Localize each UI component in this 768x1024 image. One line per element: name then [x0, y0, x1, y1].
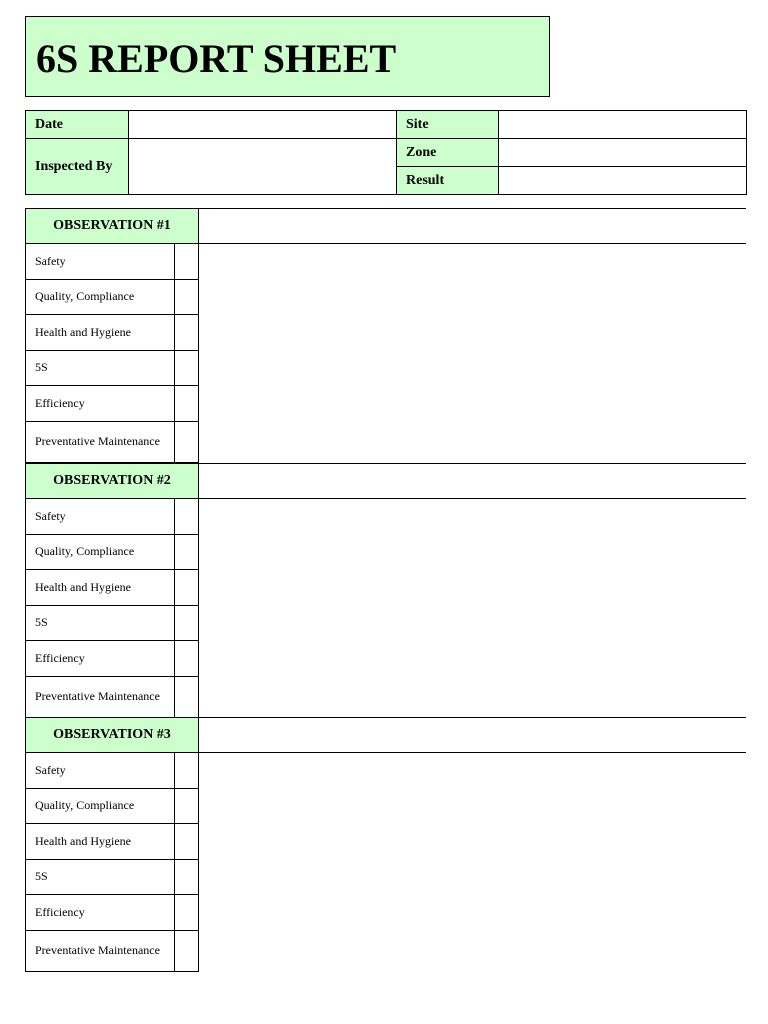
category-label: Quality, Compliance — [25, 535, 175, 571]
category-label: Efficiency — [25, 386, 175, 422]
zone-label: Zone — [397, 139, 499, 167]
observation-section-2 — [25, 463, 746, 718]
observation-section-1 — [25, 208, 746, 463]
category-row-health — [25, 824, 746, 860]
category-row-maintenance — [25, 677, 746, 718]
category-checkbox[interactable] — [175, 606, 199, 642]
category-label: Safety — [25, 244, 175, 280]
report-info-table — [25, 110, 747, 195]
inspected-by-label: Inspected By — [26, 139, 129, 195]
category-row-safety — [25, 244, 746, 280]
result-field[interactable] — [499, 167, 747, 195]
category-checkbox[interactable] — [175, 895, 199, 931]
category-row-health — [25, 570, 746, 606]
date-label: Date — [26, 111, 129, 139]
category-checkbox[interactable] — [175, 386, 199, 422]
category-label: Quality, Compliance — [25, 280, 175, 316]
category-row-safety — [25, 499, 746, 535]
category-checkbox[interactable] — [175, 753, 199, 789]
category-label: Health and Hygiene — [25, 315, 175, 351]
category-row-maintenance — [25, 422, 746, 463]
category-row-5s — [25, 351, 746, 387]
observation-title: OBSERVATION #2 — [25, 463, 199, 499]
category-checkbox[interactable] — [175, 422, 199, 463]
category-row-5s — [25, 860, 746, 896]
category-label: 5S — [25, 606, 175, 642]
category-row-quality — [25, 280, 746, 316]
category-label: Quality, Compliance — [25, 789, 175, 825]
category-label: Efficiency — [25, 895, 175, 931]
page-title: 6S REPORT SHEET — [36, 36, 397, 81]
category-row-quality — [25, 535, 746, 571]
category-label: Health and Hygiene — [25, 824, 175, 860]
category-checkbox[interactable] — [175, 244, 199, 280]
category-checkbox[interactable] — [175, 641, 199, 677]
date-field[interactable] — [129, 111, 397, 139]
title-banner — [25, 16, 550, 97]
category-label: 5S — [25, 860, 175, 896]
zone-field[interactable] — [499, 139, 747, 167]
category-checkbox[interactable] — [175, 931, 199, 972]
result-label: Result — [397, 167, 499, 195]
observation-section-3 — [25, 717, 746, 972]
category-label: Preventative Maintenance — [25, 677, 175, 718]
category-row-efficiency — [25, 386, 746, 422]
category-label: Preventative Maintenance — [25, 931, 175, 972]
category-checkbox[interactable] — [175, 280, 199, 316]
category-checkbox[interactable] — [175, 499, 199, 535]
category-label: Efficiency — [25, 641, 175, 677]
category-label: Safety — [25, 753, 175, 789]
category-checkbox[interactable] — [175, 315, 199, 351]
category-checkbox[interactable] — [175, 351, 199, 387]
category-row-safety — [25, 753, 746, 789]
category-row-maintenance — [25, 931, 746, 972]
observation-title: OBSERVATION #3 — [25, 717, 199, 753]
category-label: Health and Hygiene — [25, 570, 175, 606]
category-label: Preventative Maintenance — [25, 422, 175, 463]
category-checkbox[interactable] — [175, 860, 199, 896]
category-row-efficiency — [25, 641, 746, 677]
category-checkbox[interactable] — [175, 677, 199, 718]
category-checkbox[interactable] — [175, 789, 199, 825]
category-row-quality — [25, 789, 746, 825]
category-checkbox[interactable] — [175, 824, 199, 860]
observation-title: OBSERVATION #1 — [25, 208, 199, 244]
observation-header — [25, 208, 746, 244]
category-row-5s — [25, 606, 746, 642]
site-label: Site — [397, 111, 499, 139]
category-checkbox[interactable] — [175, 535, 199, 571]
inspected-by-field[interactable] — [129, 139, 397, 195]
category-label: Safety — [25, 499, 175, 535]
category-label: 5S — [25, 351, 175, 387]
category-checkbox[interactable] — [175, 570, 199, 606]
site-field[interactable] — [499, 111, 747, 139]
observation-header — [25, 463, 746, 499]
category-row-health — [25, 315, 746, 351]
observation-header — [25, 717, 746, 753]
category-row-efficiency — [25, 895, 746, 931]
